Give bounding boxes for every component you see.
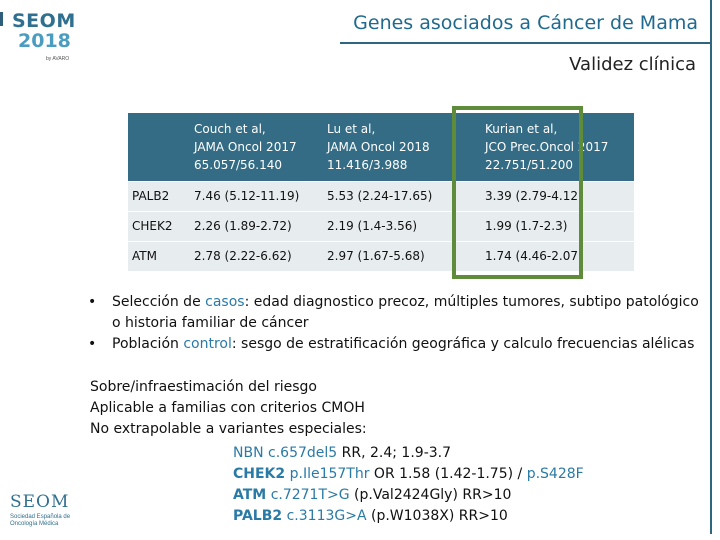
variant-change: p.Ile157Thr [289,466,370,482]
bullet-text: Población [112,336,184,352]
frame-edge [710,44,712,534]
footer-logo-subtitle: Sociedad Española de Oncología Médica [10,514,71,527]
table-cell: 5.53 (2.24-17.65) [321,181,469,211]
variant-line [233,443,584,464]
variant-line [233,485,584,506]
table-header-cell: Lu et al, JAMA Oncol 2018 11.416/3.988 [321,113,469,181]
gene-cell: ATM [128,241,188,271]
bullet-marker: • [88,336,97,352]
seom-2018-logo [6,8,76,64]
variant-change: c.7271T>G [270,487,350,503]
table-cell: 3.39 (2.79-4.12) [469,181,634,211]
table-header-cell [128,113,188,181]
bullet-keyword: control [183,336,232,352]
table-cell: 1.99 (1.7-2.3) [469,211,634,241]
variant-gene: NBN [233,445,264,461]
note-line: Aplicable a familias con criterios CMOH [90,400,365,416]
note-line: Sobre/infraestimación del riesgo [90,379,317,395]
page-subtitle: Validez clínica [569,54,696,75]
bullet-keyword: casos [205,294,245,310]
logo-year: 2018 [18,30,71,52]
list-item [88,292,708,334]
table-header-cell: Kurian et al, JCO Prec.Oncol 2017 22.751/51.200 [469,113,634,181]
variant-detail: OR 1.58 (1.42-1.75) / [369,466,527,482]
variant-line [233,506,584,527]
table-cell: 2.78 (2.22-6.62) [188,241,321,271]
table-row [128,241,634,271]
table-cell: 2.26 (1.89-2.72) [188,211,321,241]
table-cell: 7.46 (5.12-11.19) [188,181,321,211]
variant-list [233,443,584,527]
variant-detail: (p.Val2424Gly) RR>10 [349,487,512,503]
table-header-row [128,113,634,181]
variant-gene: PALB2 [233,508,283,524]
table-row [128,211,634,241]
variant-gene: ATM [233,487,267,503]
variant-protein: p.S428F [526,466,584,482]
logo-tag: by AVARO [46,56,70,62]
table-cell: 2.19 (1.4-3.56) [321,211,469,241]
bullet-marker: • [88,294,97,310]
corner-mark [0,12,3,26]
bullet-text: : sesgo de estratificación geográfica y calculo frecuencias alélicas [231,336,695,352]
variant-change: c.657del5 [268,445,338,461]
bullet-list [88,292,708,355]
variant-detail: RR, 2.4; 1.9-3.7 [337,445,452,461]
list-item [88,334,708,355]
notes-block [90,377,367,440]
table-cell: 2.97 (1.67-5.68) [321,241,469,271]
variant-line [233,464,584,485]
bullet-text: Selección de [112,294,206,310]
note-line: No extrapolable a variantes especiales: [90,421,367,437]
variant-gene: CHEK2 [233,466,286,482]
clinical-validity-table [128,113,634,271]
footer-logo-text: SEOM [10,492,70,512]
table-header-cell: Couch et al, JAMA Oncol 2017 65.057/56.140 [188,113,321,181]
variant-detail: (p.W1038X) RR>10 [366,508,508,524]
table-row [128,181,634,211]
table-cell: 1.74 (4.46-2.07) [469,241,634,271]
page-title: Genes asociados a Cáncer de Mama [353,12,698,34]
gene-cell: PALB2 [128,181,188,211]
bullet-text: : edad diagnostico precoz, múltiples tumores, subtipo patológico o historia familiar de cáncer [112,294,699,331]
variant-change: c.3113G>A [286,508,367,524]
title-frame [340,0,712,44]
logo-text: SEOM [12,10,76,32]
seom-logo [8,492,88,536]
gene-cell: CHEK2 [128,211,188,241]
